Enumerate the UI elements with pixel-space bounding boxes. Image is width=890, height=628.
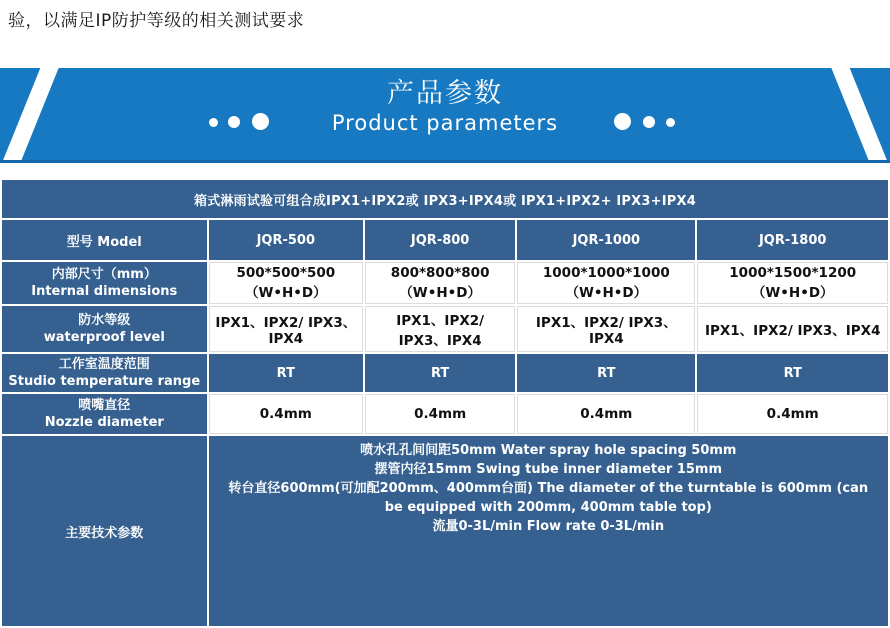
value-cell: 500*500*500（W•H•D） bbox=[209, 262, 364, 304]
model-value-cell: JQR-1800 bbox=[697, 220, 888, 260]
row-label-en: Internal dimensions bbox=[31, 284, 178, 299]
model-value-cell: JQR-1000 bbox=[517, 220, 695, 260]
table-row-model bbox=[2, 220, 888, 260]
row-label-cell bbox=[2, 306, 207, 352]
product-parameters-table bbox=[0, 178, 890, 628]
banner-title-zh: 产品参数 bbox=[387, 78, 503, 109]
value-cell: 800*800*800（W•H•D） bbox=[365, 262, 515, 304]
value-cell: IPX1、IPX2/ IPX3、IPX4 bbox=[365, 306, 515, 352]
row-label-en: Nozzle diameter bbox=[44, 415, 164, 430]
table-row-main-tech-params bbox=[2, 436, 888, 626]
tech-params-label-cell: 主要技术参数 bbox=[2, 436, 207, 626]
section-banner bbox=[0, 68, 890, 163]
table-row-temperature-range bbox=[2, 354, 888, 392]
row-label-cell bbox=[2, 394, 207, 434]
tech-line: 喷水孔孔间间距50mm Water spray hole spacing 50mm bbox=[360, 443, 737, 458]
value-cell: 0.4mm bbox=[517, 394, 695, 434]
model-value-cell: JQR-800 bbox=[365, 220, 515, 260]
row-label-zh: 防水等级 bbox=[78, 313, 131, 328]
table-row-nozzle-diameter bbox=[2, 394, 888, 434]
intro-text: 验，以满足IP防护等级的相关测试要求 bbox=[8, 11, 305, 31]
value-cell: 0.4mm bbox=[209, 394, 364, 434]
table-row-combination-header bbox=[2, 180, 888, 218]
table-row-waterproof-level bbox=[2, 306, 888, 352]
tech-line: 摆管内径15mm Swing tube inner diameter 15mm bbox=[374, 462, 723, 477]
row-label-en: Studio temperature range bbox=[8, 374, 201, 389]
row-label-zh: 工作室温度范围 bbox=[58, 357, 150, 372]
value-cell: RT bbox=[517, 354, 695, 392]
page bbox=[0, 9, 890, 541]
banner-title bbox=[0, 79, 890, 137]
value-cell: 0.4mm bbox=[697, 394, 888, 434]
row-label-en: waterproof level bbox=[43, 330, 165, 345]
tech-line: 流量0-3L/min Flow rate 0-3L/min bbox=[432, 519, 665, 534]
table-row-internal-dimensions bbox=[2, 262, 888, 304]
value-cell: 0.4mm bbox=[365, 394, 515, 434]
tech-line: 转台直径600mm(可加配200mm、400mm台面) The diameter of the turntable is 600mm (can be equipped with 200mm, 400mm table top) bbox=[228, 481, 869, 515]
value-cell: IPX1、IPX2/ IPX3、IPX4 bbox=[517, 306, 695, 352]
value-cell: IPX1、IPX2/ IPX3、IPX4 bbox=[697, 306, 888, 352]
value-cell: RT bbox=[209, 354, 364, 392]
value-cell: RT bbox=[365, 354, 515, 392]
banner-title-en: Product parameters bbox=[331, 111, 559, 135]
value-cell: 1000*1000*1000（W•H•D） bbox=[517, 262, 695, 304]
model-label-cell: 型号 Model bbox=[2, 220, 207, 260]
row-label-cell bbox=[2, 262, 207, 304]
row-label-zh: 喷嘴直径 bbox=[78, 398, 131, 413]
row-label-cell bbox=[2, 354, 207, 392]
tech-params-body-cell bbox=[209, 436, 888, 626]
model-value-cell: JQR-500 bbox=[209, 220, 364, 260]
row-label-zh: 内部尺寸（mm） bbox=[51, 267, 157, 282]
value-cell: 1000*1500*1200（W•H•D） bbox=[697, 262, 888, 304]
value-cell: IPX1、IPX2/ IPX3、IPX4 bbox=[209, 306, 364, 352]
combination-header-cell: 箱式淋雨试验可组合成IPX1+IPX2或 IPX3+IPX4或 IPX1+IPX2+ IPX3+IPX4 bbox=[2, 180, 888, 218]
value-cell: RT bbox=[697, 354, 888, 392]
